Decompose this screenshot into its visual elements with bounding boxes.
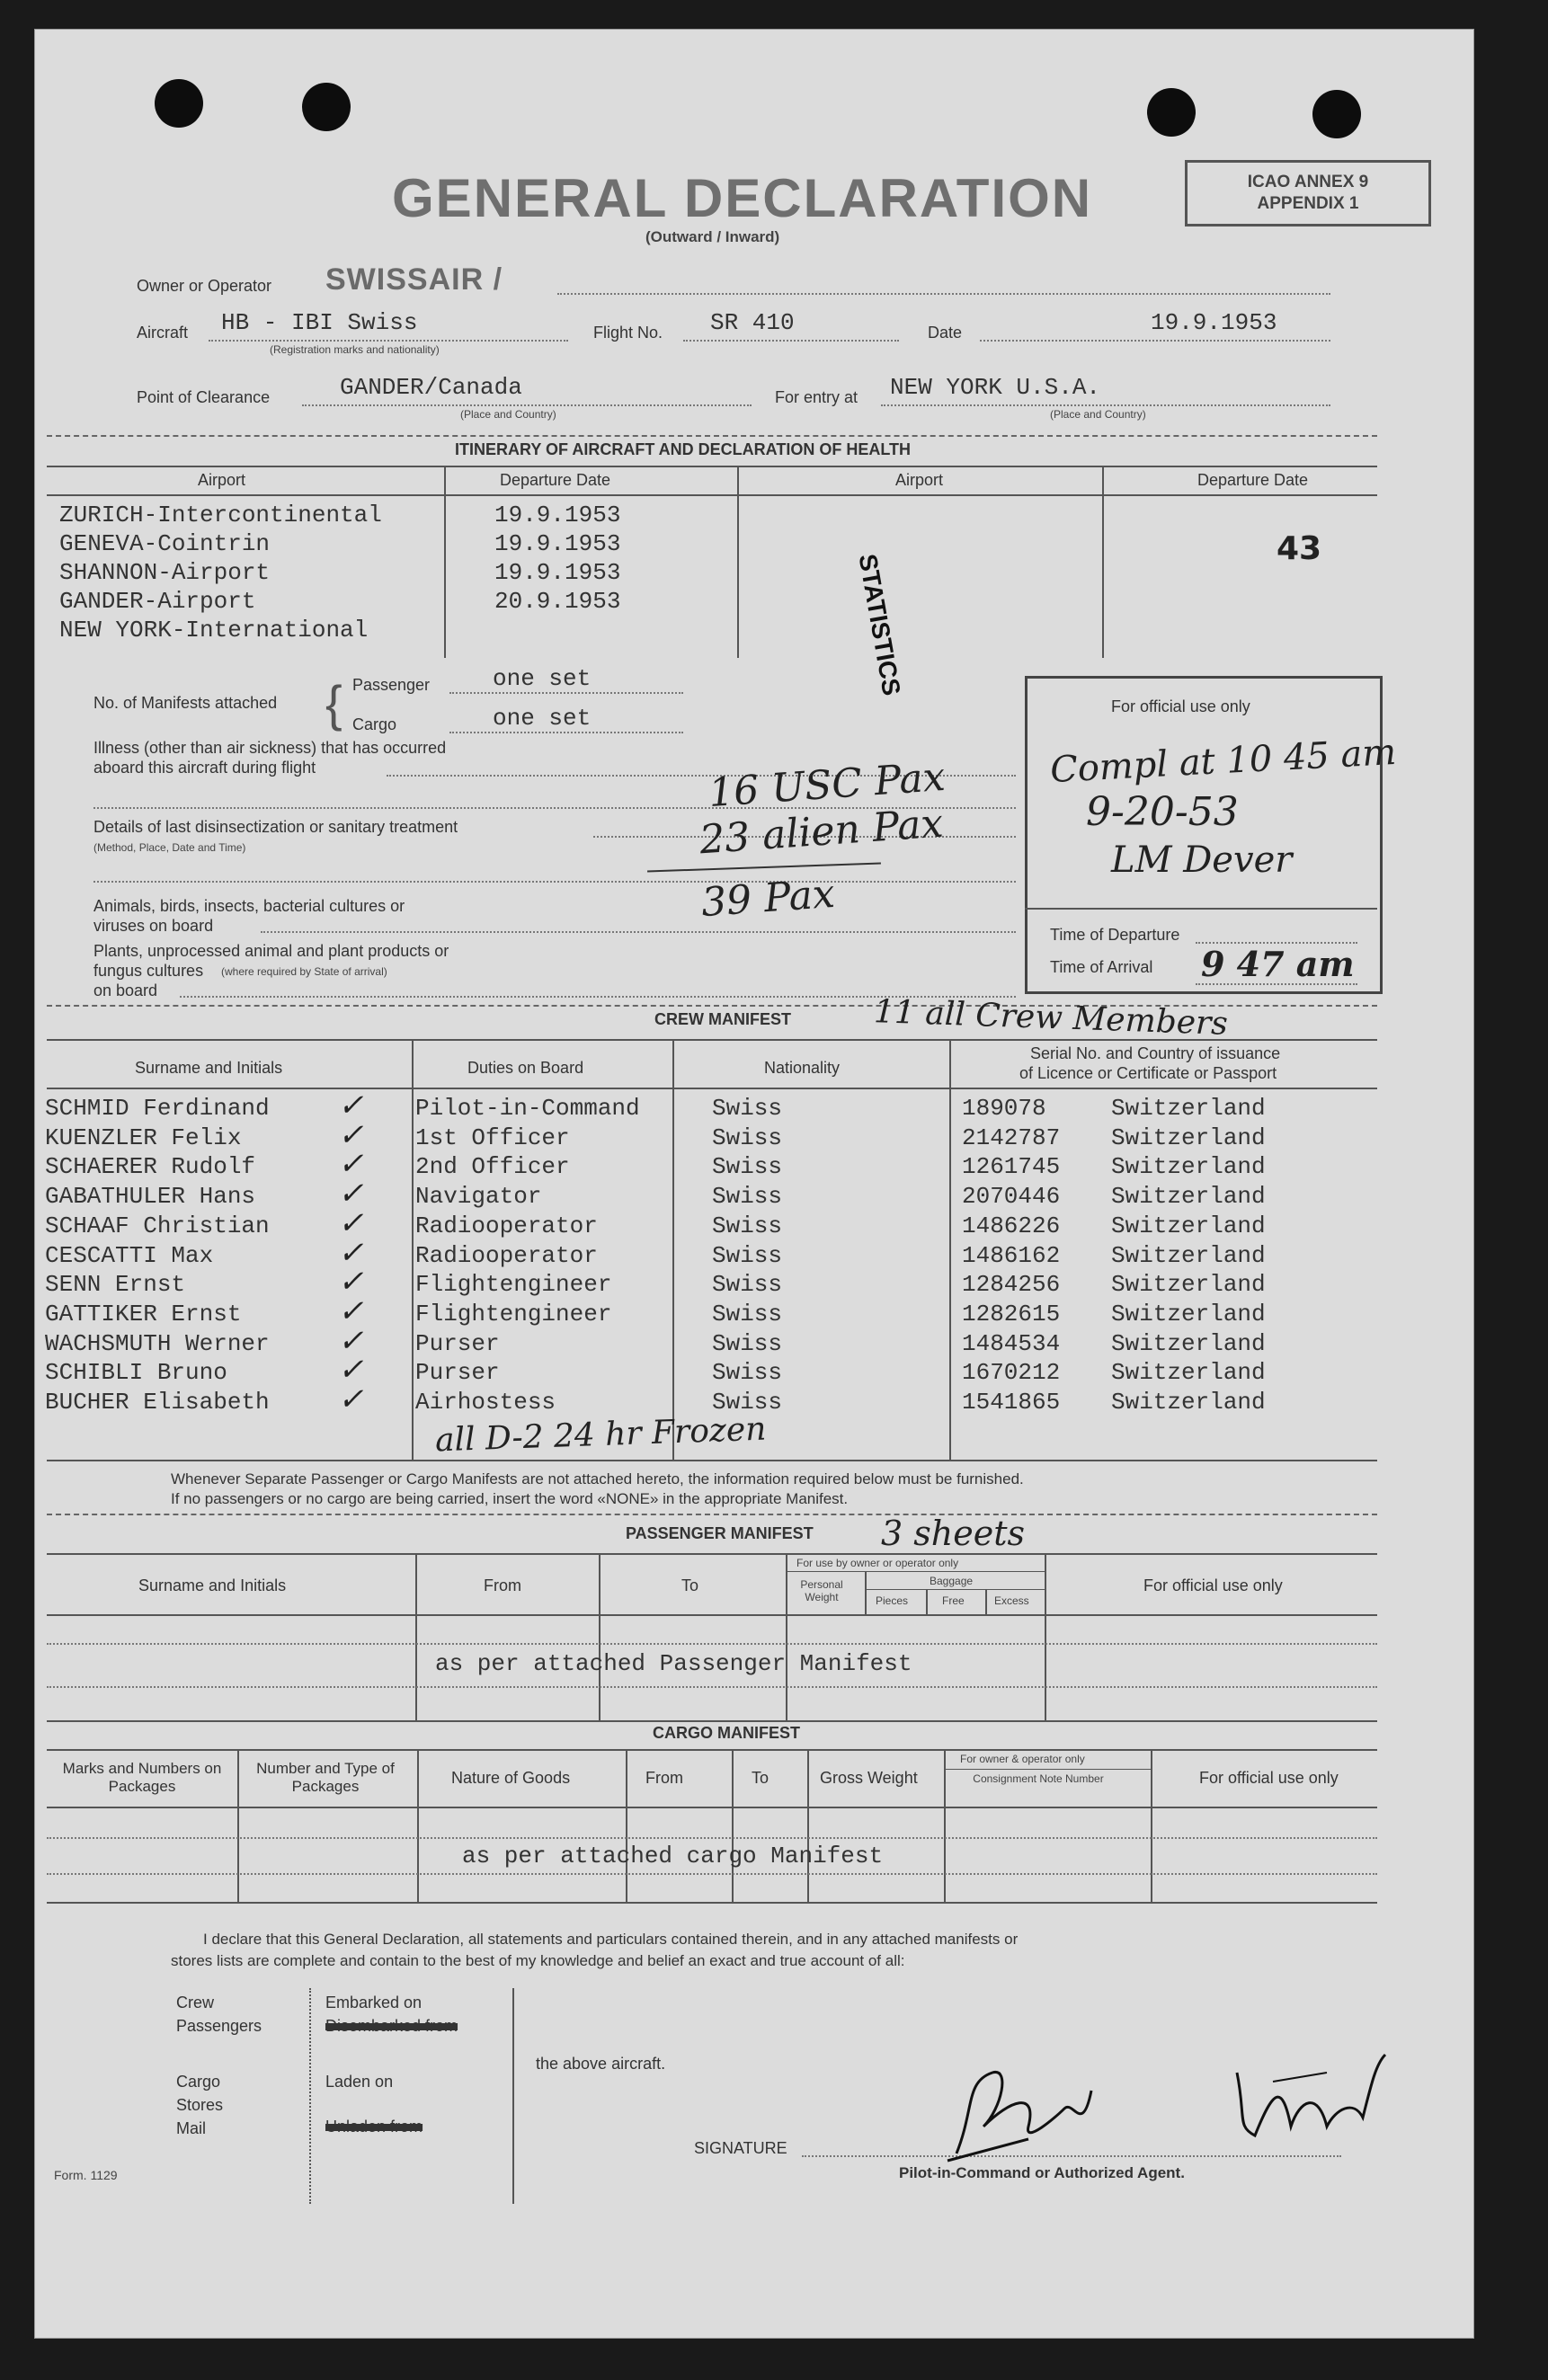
- crew-nationality: Swiss: [712, 1153, 783, 1180]
- crew-nationality: Swiss: [712, 1359, 783, 1386]
- crew-nationality: Swiss: [712, 1301, 783, 1328]
- check-mark-icon: ✓: [338, 1352, 364, 1388]
- passenger-sub-rule: [786, 1571, 1045, 1572]
- signature-1: [939, 2055, 1100, 2171]
- passenger-col-divider: [865, 1571, 867, 1614]
- pilot-authorized-label: Pilot-in-Command or Authorized Agent.: [899, 2164, 1185, 2181]
- passenger-col-weight: Personal Weight: [800, 1578, 843, 1603]
- itinerary-col-airport: Airport: [198, 471, 246, 489]
- date-value: 19.9.1953: [1151, 309, 1277, 336]
- cargo-col-marks: Marks and Numbers on Packages: [62, 1760, 222, 1795]
- crew-name: BUCHER Elisabeth: [45, 1389, 270, 1416]
- crew-country: Switzerland: [1111, 1124, 1266, 1151]
- passenger-bottom-rule: [47, 1720, 1377, 1722]
- declaration-divider: [512, 1988, 514, 2204]
- cargo-label: Cargo: [352, 715, 397, 733]
- clearance-label: Point of Clearance: [137, 388, 271, 406]
- itinerary-col-divider: [444, 466, 446, 658]
- handwritten-us-pax: 16 USC Pax: [707, 753, 947, 817]
- number-annotation: 43: [1277, 530, 1322, 567]
- crew-name: CESCATTI Max: [45, 1242, 214, 1269]
- crew-country: Switzerland: [1111, 1183, 1266, 1210]
- passenger-label: Passenger: [352, 676, 431, 694]
- cargo-col-from: From: [645, 1769, 683, 1787]
- itinerary-airport-2: GENEVA-Cointrin: [59, 530, 271, 557]
- passenger-manifest-entry: as per attached Passenger Manifest: [435, 1650, 912, 1677]
- crew-country: Switzerland: [1111, 1301, 1266, 1328]
- crew-nationality: Swiss: [712, 1212, 783, 1239]
- cargo-col-divider: [732, 1749, 734, 1902]
- declaration-cargo: Cargo: [176, 2073, 221, 2091]
- entry-note: (Place and Country): [1050, 408, 1146, 421]
- crew-country: Switzerland: [1111, 1359, 1266, 1386]
- passenger-col-divider: [786, 1553, 787, 1722]
- aircraft-underline: [209, 340, 568, 342]
- itinerary-airport-4: GANDER-Airport: [59, 588, 256, 615]
- passenger-col-from: From: [484, 1576, 521, 1594]
- crew-serial: 2142787: [962, 1124, 1061, 1151]
- passenger-top-rule: [47, 1553, 1377, 1555]
- form-number: Form. 1129: [54, 2168, 118, 2182]
- official-use-title: For official use only: [1111, 697, 1250, 715]
- aircraft-label: Aircraft: [137, 324, 189, 342]
- entry-underline: [881, 404, 1330, 406]
- cargo-col-owner-use: For owner & operator only: [960, 1753, 1085, 1765]
- itinerary-date-1: 19.9.1953: [494, 502, 621, 528]
- check-mark-icon: ✓: [338, 1205, 364, 1241]
- crew-duty: Purser: [415, 1330, 500, 1357]
- passenger-col-excess: Excess: [994, 1594, 1029, 1607]
- crew-nationality: Swiss: [712, 1124, 783, 1151]
- aircraft-value: HB - IBI Swiss: [221, 309, 418, 336]
- crew-name: SCHIBLI Bruno: [45, 1359, 227, 1386]
- passenger-manifest-handwritten: 3 sheets: [881, 1514, 1025, 1553]
- arrival-time-label: Time of Arrival: [1050, 958, 1153, 976]
- crew-duty: Radiooperator: [415, 1212, 598, 1239]
- entry-value: NEW YORK U.S.A.: [890, 374, 1101, 401]
- handwritten-completed-time: Compl at 10 45 am: [1049, 731, 1398, 792]
- passenger-manifest-count: one set: [493, 665, 592, 692]
- check-mark-icon: ✓: [338, 1117, 364, 1153]
- passenger-col-divider: [926, 1589, 928, 1614]
- cargo-col-divider: [417, 1749, 419, 1902]
- crew-duty: Pilot-in-Command: [415, 1095, 640, 1122]
- crew-serial: 1541865: [962, 1389, 1061, 1416]
- owner-label: Owner or Operator: [137, 277, 272, 295]
- illness-label-2: aboard this aircraft during flight: [93, 759, 316, 777]
- date-label: Date: [928, 324, 963, 342]
- crew-serial: 1261745: [962, 1153, 1061, 1180]
- check-mark-icon: ✓: [338, 1323, 364, 1359]
- crew-nationality: Swiss: [712, 1271, 783, 1298]
- crew-serial: 1284256: [962, 1271, 1061, 1298]
- check-mark-icon: ✓: [338, 1088, 364, 1123]
- disinsect-label: Details of last disinsectization or sanitary treatment: [93, 818, 458, 836]
- icao-annex-box: [1185, 160, 1431, 226]
- cargo-row-underline: [47, 1837, 1377, 1839]
- passenger-row-underline: [47, 1643, 1377, 1645]
- crew-nationality: Swiss: [712, 1330, 783, 1357]
- itinerary-col-airport-2: Airport: [895, 471, 944, 489]
- icao-annex-line2: APPENDIX 1: [1257, 194, 1359, 213]
- crew-name: KUENZLER Felix: [45, 1124, 242, 1151]
- flight-value: SR 410: [710, 309, 795, 336]
- crew-bottom-rule: [47, 1460, 1377, 1461]
- crew-nationality: Swiss: [712, 1183, 783, 1210]
- cargo-header-rule: [47, 1807, 1377, 1808]
- passenger-col-divider: [415, 1553, 417, 1722]
- brace-glyph: {: [325, 675, 343, 732]
- passenger-col-name: Surname and Initials: [138, 1576, 287, 1594]
- animals-underline: [261, 931, 1016, 933]
- entry-label: For entry at: [775, 388, 859, 406]
- crew-serial: 1670212: [962, 1359, 1061, 1386]
- crew-col-nationality: Nationality: [764, 1059, 841, 1077]
- icao-annex-line1: ICAO ANNEX 9: [1247, 173, 1369, 191]
- crew-col-serial-1: Serial No. and Country of issuance: [1030, 1044, 1281, 1062]
- check-mark-icon: ✓: [338, 1235, 364, 1271]
- arrival-time-value: 9 47 am: [1201, 944, 1355, 984]
- crew-handwritten-note: 11 all Crew Members: [873, 993, 1229, 1043]
- crew-serial: 1282615: [962, 1301, 1061, 1328]
- crew-country: Switzerland: [1111, 1330, 1266, 1357]
- crew-col-divider: [672, 1039, 674, 1460]
- crew-nationality: Swiss: [712, 1095, 783, 1122]
- crew-col-divider: [949, 1039, 951, 1460]
- passenger-col-divider: [985, 1589, 987, 1614]
- crew-header-rule: [47, 1088, 1377, 1089]
- cargo-col-to: To: [752, 1769, 770, 1787]
- cargo-col-gross: Gross Weight: [820, 1769, 918, 1787]
- disinsect-note: (Method, Place, Date and Time): [93, 841, 246, 854]
- notice-line-1: Whenever Separate Passenger or Cargo Manifests are not attached hereto, the information required below must be furnished.: [171, 1470, 1024, 1488]
- crew-name: GATTIKER Ernst: [45, 1301, 242, 1328]
- crew-country: Switzerland: [1111, 1389, 1266, 1416]
- crew-col-serial-2: of Licence or Certificate or Passport: [1019, 1064, 1277, 1082]
- check-mark-icon: ✓: [338, 1381, 364, 1417]
- owner-underline: [557, 293, 1330, 295]
- official-use-rule: [1025, 908, 1377, 910]
- declaration-passengers: Passengers: [176, 2017, 262, 2035]
- passenger-header-rule: [47, 1614, 1377, 1616]
- declaration-laden: Laden on: [325, 2073, 394, 2091]
- date-underline: [980, 340, 1330, 342]
- crew-duty: Radiooperator: [415, 1242, 598, 1269]
- disinsect-underline-2: [93, 881, 1016, 883]
- handwritten-total-pax: 39 Pax: [699, 870, 837, 927]
- itinerary-col-divider: [1102, 466, 1104, 658]
- itinerary-heading: ITINERARY OF AIRCRAFT AND DECLARATION OF HEALTH: [455, 440, 911, 458]
- check-mark-icon: ✓: [338, 1293, 364, 1329]
- crew-country: Switzerland: [1111, 1153, 1266, 1180]
- handwritten-date: 9-20-53: [1086, 789, 1239, 835]
- illness-label-1: Illness (other than air sickness) that has occurred: [93, 739, 447, 757]
- crew-handwritten-footer: all D-2 24 hr Frozen: [434, 1410, 767, 1460]
- cargo-col-divider: [237, 1749, 239, 1902]
- punch-hole: [1147, 88, 1196, 137]
- aircraft-note: (Registration marks and nationality): [270, 343, 440, 356]
- crew-name: SENN Ernst: [45, 1271, 186, 1298]
- check-mark-icon: ✓: [338, 1146, 364, 1182]
- crew-serial: 189078: [962, 1095, 1046, 1122]
- notice-line-2: If no passengers or no cargo are being carried, insert the word «NONE» in the appropriate Manifest.: [171, 1490, 849, 1507]
- itinerary-airport-1: ZURICH-Intercontinental: [59, 502, 382, 528]
- crew-name: SCHAERER Rudolf: [45, 1153, 256, 1180]
- cargo-col-divider: [626, 1749, 627, 1902]
- cargo-manifest-entry: as per attached cargo Manifest: [462, 1843, 884, 1869]
- cargo-col-divider: [944, 1749, 946, 1902]
- passenger-col-to: To: [681, 1576, 699, 1594]
- plants-label-1: Plants, unprocessed animal and plant products or: [93, 942, 449, 960]
- check-mark-icon: ✓: [338, 1176, 364, 1212]
- page-title: GENERAL DECLARATION: [392, 168, 1093, 228]
- punch-hole: [1312, 90, 1361, 138]
- punch-hole: [155, 79, 203, 128]
- declaration-crew: Crew: [176, 1994, 215, 2011]
- passenger-col-baggage: Baggage: [930, 1575, 974, 1587]
- crew-heading: CREW MANIFEST: [654, 1010, 791, 1028]
- crew-nationality: Swiss: [712, 1389, 783, 1416]
- declaration-mail: Mail: [176, 2119, 207, 2137]
- crew-duty: Flightengineer: [415, 1301, 612, 1328]
- animals-label-2: viruses on board: [93, 917, 214, 935]
- passenger-sub-rule: [865, 1589, 1045, 1590]
- crew-serial: 1486162: [962, 1242, 1061, 1269]
- cargo-col-consignment: Consignment Note Number: [973, 1772, 1104, 1785]
- owner-value: SWISSAIR /: [325, 262, 503, 297]
- crew-duty: 1st Officer: [415, 1124, 570, 1151]
- passenger-col-free: Free: [942, 1594, 965, 1607]
- declaration-above-aircraft: the above aircraft.: [536, 2055, 666, 2073]
- itinerary-col-departure: Departure Date: [500, 471, 611, 489]
- flight-underline: [683, 340, 899, 342]
- crew-nationality: Swiss: [712, 1242, 783, 1269]
- crew-serial: 1486226: [962, 1212, 1061, 1239]
- crew-col-divider: [412, 1039, 414, 1460]
- cargo-manifest-count: one set: [493, 705, 592, 732]
- check-mark-icon: ✓: [338, 1264, 364, 1300]
- declaration-stores: Stores: [176, 2096, 224, 2114]
- manifests-label: No. of Manifests attached: [93, 694, 278, 712]
- crew-name: GABATHULER Hans: [45, 1183, 256, 1210]
- crew-duty: Airhostess: [415, 1389, 556, 1416]
- itinerary-header-rule: [47, 494, 1377, 496]
- passenger-col-divider: [599, 1553, 601, 1722]
- crew-country: Switzerland: [1111, 1212, 1266, 1239]
- cargo-col-divider: [807, 1749, 809, 1902]
- cargo-col-official: For official use only: [1199, 1769, 1339, 1787]
- declaration-text-1: I declare that this General Declaration, all statements and particulars contained therein, and in any attached manifests or: [203, 1931, 1019, 1948]
- passenger-row-underline: [47, 1686, 1377, 1688]
- passenger-manifest-heading: PASSENGER MANIFEST: [626, 1524, 814, 1542]
- itinerary-date-4: 20.9.1953: [494, 588, 621, 615]
- itinerary-col-divider: [737, 466, 739, 658]
- cargo-count-underline: [449, 732, 683, 733]
- crew-col-duties: Duties on Board: [467, 1059, 584, 1077]
- declaration-text-2: stores lists are complete and contain to the best of my knowledge and belief an exact and true account of all:: [171, 1952, 905, 1969]
- arrival-time-underline: [1196, 983, 1357, 985]
- cargo-sub-rule: [944, 1769, 1151, 1770]
- crew-name: WACHSMUTH Werner: [45, 1330, 270, 1357]
- crew-top-rule: [47, 1039, 1377, 1041]
- clearance-note: (Place and Country): [460, 408, 556, 421]
- cargo-top-rule: [47, 1749, 1377, 1751]
- itinerary-date-2: 19.9.1953: [494, 530, 621, 557]
- crew-country: Switzerland: [1111, 1095, 1266, 1122]
- crew-name: SCHMID Ferdinand: [45, 1095, 270, 1122]
- handwritten-alien-pax: 23 alien Pax: [698, 800, 945, 864]
- flight-label: Flight No.: [593, 324, 663, 342]
- plants-label-3: on board: [93, 981, 158, 999]
- plants-label-2: fungus cultures: [93, 962, 204, 980]
- statistics-stamp: STATISTICS: [853, 552, 906, 698]
- departure-time-label: Time of Departure: [1050, 926, 1180, 944]
- crew-duty: Navigator: [415, 1183, 542, 1210]
- itinerary-airport-3: SHANNON-Airport: [59, 559, 271, 586]
- passenger-col-divider: [1045, 1553, 1046, 1722]
- plants-note: (where required by State of arrival): [221, 965, 387, 978]
- passenger-col-pieces: Pieces: [876, 1594, 909, 1607]
- declaration-divider: [309, 1988, 311, 2204]
- passenger-col-official: For official use only: [1143, 1576, 1283, 1594]
- declaration-embarked: Embarked on: [325, 1994, 423, 2011]
- crew-country: Switzerland: [1111, 1271, 1266, 1298]
- page-subtitle: (Outward / Inward): [645, 228, 780, 245]
- cargo-col-nature: Nature of Goods: [451, 1769, 571, 1787]
- cargo-bottom-rule: [47, 1902, 1377, 1904]
- itinerary-date-3: 19.9.1953: [494, 559, 621, 586]
- crew-name: SCHAAF Christian: [45, 1212, 270, 1239]
- cargo-col-divider: [1151, 1749, 1152, 1902]
- declaration-unladen: Unladen from: [325, 2118, 423, 2136]
- crew-country: Switzerland: [1111, 1242, 1266, 1269]
- itinerary-airport-5: NEW YORK-International: [59, 617, 369, 644]
- signature-2: [1219, 2046, 1390, 2154]
- declaration-disembarked: Disembarked from: [325, 2017, 458, 2035]
- crew-duty: 2nd Officer: [415, 1153, 570, 1180]
- crew-duty: Flightengineer: [415, 1271, 612, 1298]
- itinerary-col-departure-2: Departure Date: [1197, 471, 1309, 489]
- crew-serial: 1484534: [962, 1330, 1061, 1357]
- signature-label: SIGNATURE: [694, 2139, 787, 2157]
- cargo-row-underline: [47, 1873, 1377, 1875]
- cargo-manifest-heading: CARGO MANIFEST: [653, 1724, 800, 1742]
- punch-hole: [302, 83, 351, 131]
- handwritten-initials: LM Dever: [1111, 839, 1293, 881]
- clearance-underline: [302, 404, 752, 406]
- clearance-value: GANDER/Canada: [340, 374, 522, 401]
- animals-label-1: Animals, birds, insects, bacterial cultures or: [93, 897, 405, 915]
- section-divider: [47, 435, 1377, 437]
- crew-serial: 2070446: [962, 1183, 1061, 1210]
- crew-duty: Purser: [415, 1359, 500, 1386]
- itinerary-top-rule: [47, 466, 1377, 467]
- passenger-count-underline: [449, 692, 683, 694]
- crew-col-name: Surname and Initials: [135, 1059, 283, 1077]
- cargo-col-number: Number and Type of Packages: [256, 1760, 395, 1795]
- section-divider: [47, 1514, 1377, 1515]
- passenger-col-owner-use: For use by owner or operator only: [796, 1557, 959, 1569]
